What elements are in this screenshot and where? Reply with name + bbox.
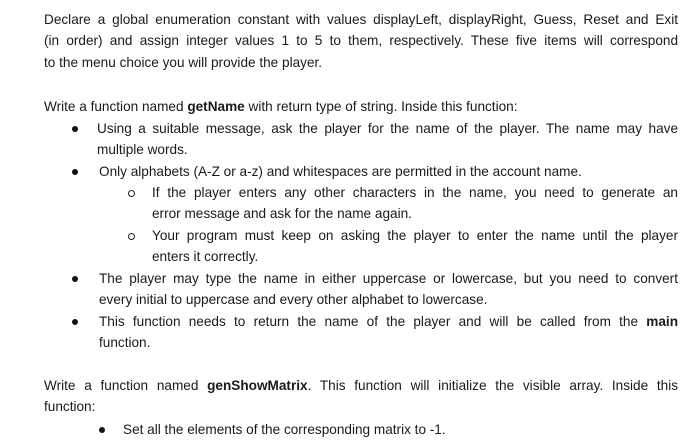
sub-bullet-icon: [128, 190, 135, 197]
main-function-name: main: [646, 314, 678, 329]
genshowmatrix-intro: [44, 377, 678, 395]
paragraph-1-line-2: (in order) and assign integer values 1 to 5 to them, respectively. These five items will correspond: [44, 33, 678, 48]
bullet-icon: [72, 319, 78, 325]
getname-bullet-4-prefix: This function needs to return the name of the player and will be called from the: [99, 314, 647, 329]
bullet-icon: [72, 276, 78, 282]
genshowmatrix-bullet-1: Set all the elements of the corresponding matrix to -1.: [123, 422, 446, 437]
getname-sub-bullet-2-line-2: enters it correctly.: [152, 249, 259, 264]
genshowmatrix-intro-suffix: . This function will initialize the visible array. Inside this: [307, 378, 679, 393]
getname-sub-bullet-1-line-1: If the player enters any other characters in the name, you need to generate an: [152, 185, 678, 200]
paragraph-1-line-1: Declare a global enumeration constant with values displayLeft, displayRight, Guess, Reset and Exit: [44, 12, 678, 27]
getname-bullet-3-line-2: every initial to uppercase and every other alphabet to lowercase.: [99, 292, 488, 307]
genshowmatrix-intro-line-2: function:: [44, 399, 96, 414]
getname-intro: [44, 98, 518, 116]
getname-intro-suffix: with return type of string. Inside this function:: [244, 99, 518, 114]
bullet-icon: [72, 126, 78, 132]
getname-sub-bullet-2-line-1: Your program must keep on asking the player to enter the name until the player: [152, 228, 678, 243]
getname-bullet-3-line-1: The player may type the name in either uppercase or lowercase, but you need to convert: [99, 271, 678, 286]
getname-bullet-2-line-1: Only alphabets (A-Z or a-z) and whitespaces are permitted in the account name.: [99, 164, 582, 179]
getname-bullet-1-line-1: Using a suitable message, ask the player for the name of the player. The name may have: [97, 121, 678, 136]
genshowmatrix-function-name: genShowMatrix: [207, 378, 308, 393]
getname-function-name: getName: [187, 99, 245, 114]
getname-intro-prefix: Write a function named: [44, 99, 188, 114]
getname-bullet-4-line-1: [99, 313, 678, 331]
sub-bullet-icon: [128, 233, 135, 240]
bullet-icon: [99, 427, 105, 433]
paragraph-1-line-3: to the menu choice you will provide the player.: [44, 55, 323, 70]
getname-sub-bullet-1-line-2: error message and ask for the name again.: [152, 206, 412, 221]
getname-bullet-1-line-2: multiple words.: [97, 142, 188, 157]
getname-bullet-4-line-2: function.: [99, 335, 151, 350]
genshowmatrix-intro-prefix: Write a function named: [44, 378, 208, 393]
bullet-icon: [72, 169, 78, 175]
